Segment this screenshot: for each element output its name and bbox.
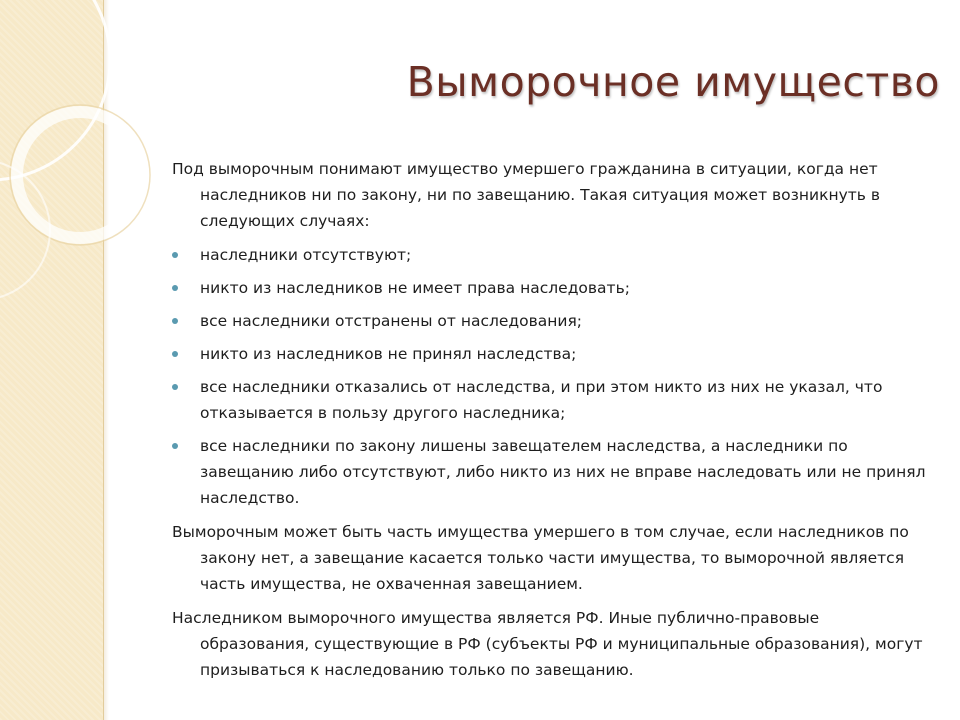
- list-item-text: наследники отсутствуют;: [200, 246, 412, 264]
- list-item-text: никто из наследников не принял наследства;: [200, 345, 577, 363]
- list-item: [172, 275, 932, 301]
- deco-circle-ring: [17, 112, 143, 238]
- slide-title: Выморочное имущество: [406, 58, 940, 106]
- bullet-list: [172, 242, 932, 511]
- bullet-dot-icon: [172, 351, 178, 357]
- bullet-dot-icon: [172, 285, 178, 291]
- paragraph-partial-escheat: Выморочным может быть часть имущества умершего в том случае, если наследников по закону нет, а завещание касается только части имущества, то выморочной является часть имущества, не охваченная завещанием.: [172, 523, 909, 593]
- intro-paragraph: Под выморочным понимают имущество умершего гражданина в ситуации, когда нет наследников ни по закону, ни по завещанию. Такая ситуация может возникнуть в следующих случаях:: [172, 160, 880, 230]
- list-item-text: все наследники отказались от наследства, и при этом никто из них не указал, что отказывается в пользу другого наследника;: [200, 378, 883, 422]
- bullet-dot-icon: [172, 443, 178, 449]
- slide-body: [172, 156, 932, 691]
- list-item-text: все наследники по закону лишены завещателем наследства, а наследники по завещанию либо отсутствуют, либо никто из них не вправе наследовать или не принял наследство.: [200, 437, 926, 507]
- list-item: [172, 242, 932, 268]
- list-item-text: никто из наследников не имеет права наследовать;: [200, 279, 630, 297]
- list-item: [172, 341, 932, 367]
- list-item: [172, 308, 932, 334]
- bullet-dot-icon: [172, 384, 178, 390]
- bullet-dot-icon: [172, 318, 178, 324]
- bullet-dot-icon: [172, 252, 178, 258]
- deco-circle-ring-outline: [10, 105, 150, 245]
- paragraph-heir-rf: Наследником выморочного имущества является РФ. Иные публично-правовые образования, существующие в РФ (субъекты РФ и муниципальные образования), могут призываться к наследованию только по завещанию.: [172, 609, 923, 679]
- list-item-text: все наследники отстранены от наследования;: [200, 312, 582, 330]
- list-item: [172, 374, 932, 426]
- list-item: [172, 433, 932, 511]
